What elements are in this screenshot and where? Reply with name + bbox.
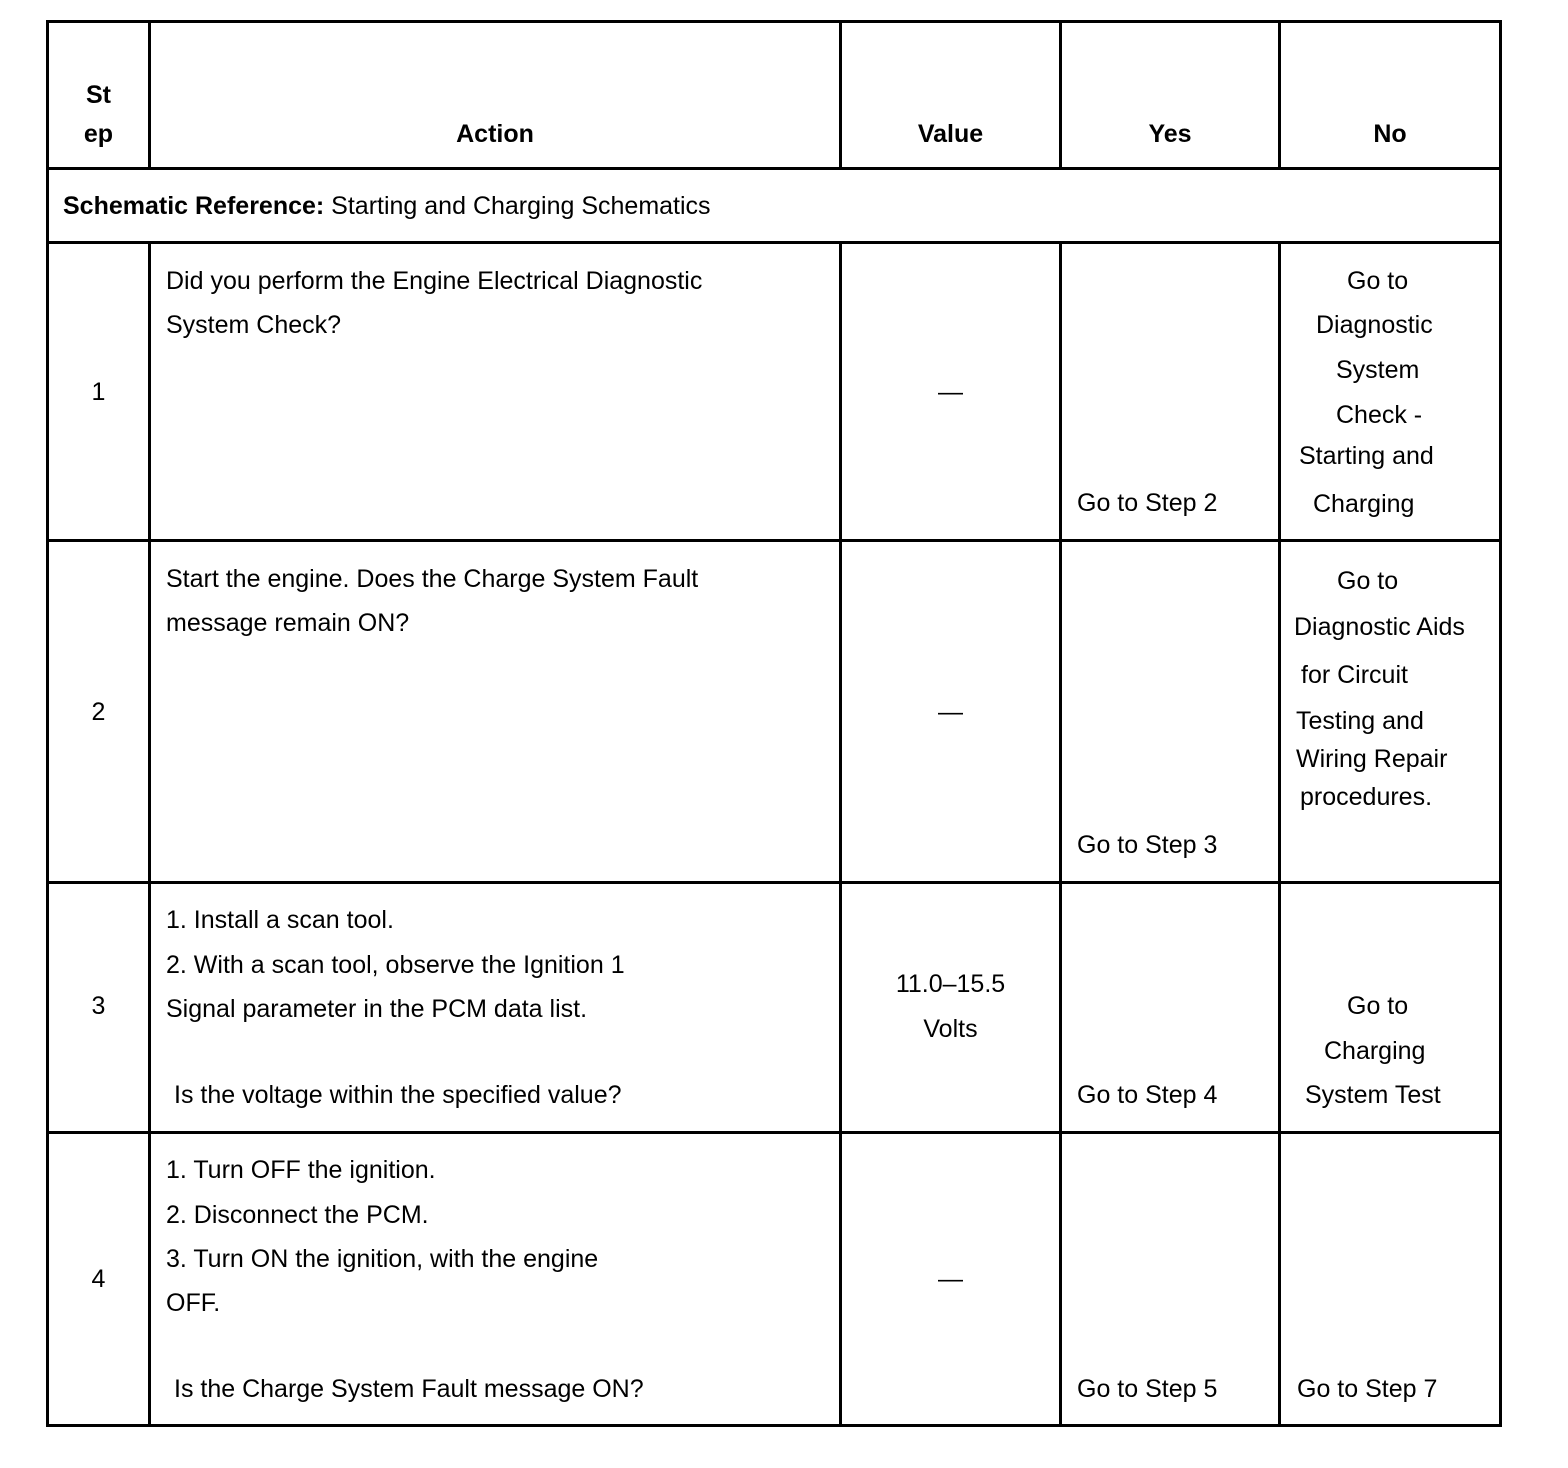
row-yes: Go to Step 4 <box>1077 1081 1218 1109</box>
row-value: — <box>938 698 963 726</box>
row-no-line: Check - <box>1336 401 1423 429</box>
row-no-line: for Circuit <box>1301 661 1408 689</box>
row-no-line: System <box>1336 356 1420 384</box>
row-action-line: System Check? <box>166 311 342 339</box>
row-no-line: Diagnostic <box>1316 311 1433 339</box>
row-action-line: 2. With a scan tool, observe the Ignition 1 <box>166 951 625 979</box>
row-action-line: 3. Turn ON the ignition, with the engine <box>166 1245 599 1273</box>
header-action: Action <box>456 120 534 148</box>
row-no-line: Starting and <box>1299 442 1434 470</box>
row-value: — <box>938 1265 963 1293</box>
schematic-label: Schematic Reference: <box>63 192 325 220</box>
table-border-bottom <box>46 1424 1502 1427</box>
header-value: Value <box>917 120 984 148</box>
row-no-line: Go to <box>1337 567 1399 595</box>
row-no-line: Diagnostic Aids <box>1294 613 1465 641</box>
row-action-line: Start the engine. Does the Charge System Fault <box>166 565 699 593</box>
row-no: Go to Step 7 <box>1297 1375 1438 1403</box>
row-divider <box>46 539 1502 542</box>
table-border-right <box>1499 20 1502 1427</box>
row-no-line: Go to <box>1347 267 1409 295</box>
row-action-line: Signal parameter in the PCM data list. <box>166 995 588 1023</box>
row-action-line: 1. Turn OFF the ignition. <box>166 1156 436 1184</box>
row-action-question: Is the Charge System Fault message ON? <box>174 1375 644 1403</box>
row-step: 4 <box>91 1265 106 1293</box>
row-step: 2 <box>91 698 106 726</box>
row-action-question: Is the voltage within the specified value? <box>174 1081 622 1109</box>
column-divider <box>1059 241 1062 1427</box>
header-yes: Yes <box>1148 120 1192 148</box>
row-value-line: Volts <box>923 1015 978 1043</box>
row-action-line: OFF. <box>166 1289 221 1317</box>
row-no-line: Go to <box>1347 992 1409 1020</box>
column-divider <box>148 241 151 1427</box>
row-action-line: 1. Install a scan tool. <box>166 906 394 934</box>
column-divider <box>839 241 842 1427</box>
row-value-line: 11.0–15.5 <box>895 970 1006 998</box>
row-yes: Go to Step 3 <box>1077 831 1218 859</box>
schematic-text: Starting and Charging Schematics <box>324 192 711 220</box>
row-action-line: Did you perform the Engine Electrical Diagnostic <box>166 267 703 295</box>
row-no-line: procedures. <box>1300 783 1433 811</box>
table-border-top <box>46 20 1502 23</box>
schematic-reference <box>63 184 711 228</box>
header-step-line: St <box>86 81 111 109</box>
row-value: — <box>938 378 963 406</box>
header-divider <box>46 167 1502 170</box>
row-divider <box>46 1131 1502 1134</box>
row-divider <box>46 881 1502 884</box>
row-action-line: 2. Disconnect the PCM. <box>166 1201 429 1229</box>
row-yes: Go to Step 2 <box>1077 489 1218 517</box>
row-action-line: message remain ON? <box>166 609 410 637</box>
row-no-line: System Test <box>1305 1081 1441 1109</box>
row-no-line: Wiring Repair <box>1296 745 1448 773</box>
row-no-line: Charging <box>1324 1037 1426 1065</box>
row-yes: Go to Step 5 <box>1077 1375 1218 1403</box>
header-step-line: ep <box>83 120 114 148</box>
schematic-divider <box>46 241 1502 244</box>
row-step: 1 <box>91 378 106 406</box>
row-no-line: Charging <box>1313 490 1415 518</box>
row-no-line: Testing and <box>1296 707 1424 735</box>
diagnostic-table <box>46 20 1502 1428</box>
column-divider <box>1278 241 1281 1427</box>
row-step: 3 <box>91 992 106 1020</box>
header-step <box>49 76 148 154</box>
header-no: No <box>1373 120 1407 148</box>
